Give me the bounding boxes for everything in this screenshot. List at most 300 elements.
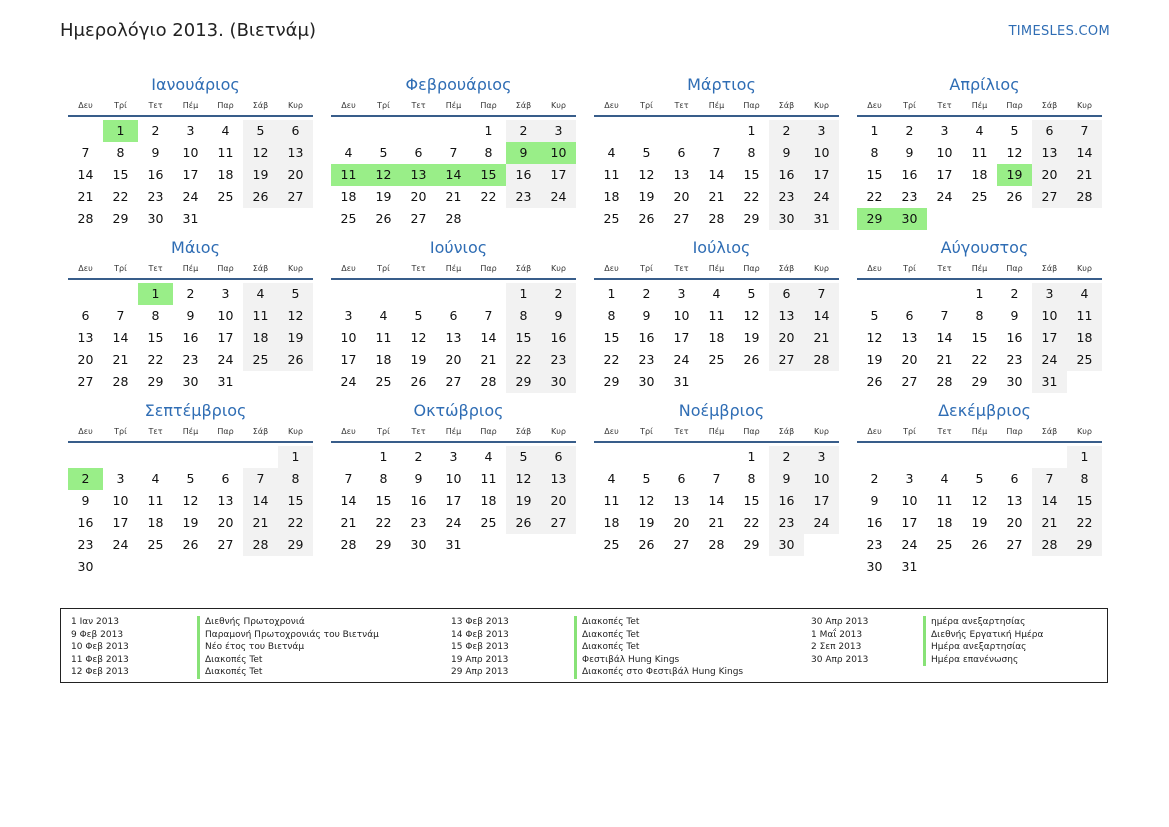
- day-cell: 17: [445, 493, 462, 508]
- day-cell: 20: [673, 189, 690, 204]
- day-cell: 9: [905, 145, 914, 160]
- day-cell: 23: [541, 349, 576, 371]
- day-cell: 24: [804, 512, 839, 534]
- day-cell: 15: [603, 330, 620, 345]
- day-cell: 15: [147, 330, 164, 345]
- day-cell: 22: [971, 352, 988, 367]
- day-cell: 14: [1032, 490, 1067, 512]
- day-cell: 6: [81, 308, 90, 323]
- day-cell: 8: [116, 145, 125, 160]
- day-cell: 30: [182, 374, 199, 389]
- holiday-date: 10 Φεβ 2013: [71, 642, 129, 652]
- day-cell: 4: [607, 145, 616, 160]
- day-cell: 10: [182, 145, 199, 160]
- holiday-day-cell: 19: [997, 164, 1032, 186]
- weekday-label: Κυρ: [551, 427, 566, 436]
- day-cell: 22: [112, 189, 129, 204]
- day-cell: 26: [278, 349, 313, 371]
- day-cell: 23: [1006, 352, 1023, 367]
- day-cell: 7: [116, 308, 125, 323]
- day-cell: 12: [243, 142, 278, 164]
- day-cell: 25: [243, 349, 278, 371]
- day-cell: 5: [870, 308, 879, 323]
- holiday-name: Διακοπές Tet: [574, 629, 743, 642]
- weekday-header: [857, 97, 1102, 117]
- empty-cell: [541, 534, 576, 556]
- day-cell: 18: [340, 189, 357, 204]
- weekday-label: Τρί: [114, 101, 127, 110]
- month-calendar: [68, 236, 313, 393]
- empty-cell: [892, 446, 927, 468]
- day-cell: 16: [1006, 330, 1023, 345]
- day-grid: [331, 443, 576, 556]
- weekday-label: Δευ: [867, 264, 882, 273]
- day-cell: 25: [603, 537, 620, 552]
- weekday-label: Σάβ: [252, 264, 269, 273]
- day-cell: 25: [480, 515, 497, 530]
- day-cell: 25: [340, 211, 357, 226]
- day-cell: 9: [151, 145, 160, 160]
- day-grid: [331, 280, 576, 393]
- day-cell: 4: [975, 123, 984, 138]
- day-cell: 20: [278, 164, 313, 186]
- holiday-name: Φεστιβάλ Hung Kings: [574, 654, 743, 667]
- day-cell: 2: [541, 283, 576, 305]
- day-cell: 1: [747, 123, 756, 138]
- day-cell: 12: [638, 167, 655, 182]
- day-cell: 7: [712, 471, 721, 486]
- weekday-label: Πέμ: [708, 101, 725, 110]
- day-cell: 12: [866, 330, 883, 345]
- day-cell: 14: [77, 167, 94, 182]
- weekday-label: Κυρ: [814, 427, 829, 436]
- empty-cell: [927, 556, 962, 578]
- day-cell: 19: [638, 189, 655, 204]
- holiday-day-cell: 30: [892, 208, 927, 230]
- day-cell: 3: [804, 120, 839, 142]
- day-cell: 19: [506, 490, 541, 512]
- holiday-date: 11 Φεβ 2013: [71, 654, 129, 665]
- weekday-label: Παρ: [1006, 101, 1023, 110]
- day-cell: 17: [1032, 327, 1067, 349]
- day-cell: 9: [186, 308, 195, 323]
- day-cell: 6: [677, 471, 686, 486]
- holiday-name: Διακοπές Tet: [197, 654, 379, 667]
- month-name: Νοέμβριος: [678, 401, 765, 420]
- empty-cell: [734, 371, 769, 393]
- day-cell: 12: [182, 493, 199, 508]
- weekday-header: [331, 97, 576, 117]
- day-cell: 18: [480, 493, 497, 508]
- day-cell: 2: [769, 120, 804, 142]
- day-cell: 22: [278, 512, 313, 534]
- holiday-day-cell: 14: [436, 164, 471, 186]
- day-cell: 8: [278, 468, 313, 490]
- holiday-date: 9 Φεβ 2013: [71, 629, 124, 640]
- day-cell: 4: [243, 283, 278, 305]
- day-cell: 16: [506, 164, 541, 186]
- day-cell: 22: [147, 352, 164, 367]
- weekday-label: Παρ: [1006, 264, 1023, 273]
- empty-cell: [68, 283, 103, 305]
- day-cell: 28: [243, 534, 278, 556]
- month-calendar: [68, 73, 313, 230]
- month-name: Μάρτιος: [687, 75, 756, 94]
- day-cell: 25: [971, 189, 988, 204]
- weekday-label: Τετ: [674, 427, 689, 436]
- day-cell: 12: [638, 493, 655, 508]
- weekday-label: Σάβ: [252, 427, 269, 436]
- day-cell: 29: [375, 537, 392, 552]
- empty-cell: [173, 556, 208, 578]
- empty-cell: [594, 446, 629, 468]
- day-cell: 1: [1067, 446, 1102, 468]
- day-cell: 12: [743, 308, 760, 323]
- day-cell: 20: [217, 515, 234, 530]
- day-cell: 22: [603, 352, 620, 367]
- weekday-label: Δευ: [604, 264, 619, 273]
- weekday-label: Παρ: [743, 101, 760, 110]
- day-cell: 21: [708, 189, 725, 204]
- weekday-label: Τρί: [903, 427, 916, 436]
- weekday-label: Τρί: [640, 427, 653, 436]
- day-cell: 14: [708, 167, 725, 182]
- holiday-date: 2 Σεπ 2013: [811, 642, 862, 652]
- day-cell: 25: [708, 352, 725, 367]
- month-name: Αύγουστος: [940, 238, 1029, 257]
- holiday-date-column: [71, 616, 129, 679]
- weekday-label: Σάβ: [515, 101, 532, 110]
- holiday-name: Διακοπές Tet: [197, 666, 379, 679]
- day-cell: 11: [971, 145, 988, 160]
- day-cell: 14: [936, 330, 953, 345]
- day-cell: 2: [769, 446, 804, 468]
- day-cell: 19: [743, 330, 760, 345]
- weekday-label: Τρί: [377, 264, 390, 273]
- day-cell: 30: [541, 371, 576, 393]
- empty-cell: [1067, 556, 1102, 578]
- empty-cell: [927, 446, 962, 468]
- day-cell: 8: [151, 308, 160, 323]
- day-grid: [331, 117, 576, 230]
- day-cell: 11: [1067, 305, 1102, 327]
- day-cell: 17: [182, 167, 199, 182]
- day-cell: 13: [77, 330, 94, 345]
- day-cell: 15: [866, 167, 883, 182]
- weekday-label: Τρί: [903, 264, 916, 273]
- day-grid: [857, 443, 1102, 578]
- holiday-date-column: [811, 616, 868, 666]
- day-cell: 13: [1006, 493, 1023, 508]
- day-cell: 3: [186, 123, 195, 138]
- day-cell: 28: [445, 211, 462, 226]
- weekday-label: Κυρ: [288, 264, 303, 273]
- day-cell: 3: [905, 471, 914, 486]
- day-cell: 28: [77, 211, 94, 226]
- day-cell: 3: [344, 308, 353, 323]
- weekday-label: Πέμ: [971, 427, 988, 436]
- month-calendar: [857, 236, 1102, 393]
- day-cell: 23: [638, 352, 655, 367]
- holiday-name: Διακοπές Tet: [574, 641, 743, 654]
- day-cell: 11: [480, 471, 497, 486]
- weekday-label: Τετ: [937, 101, 952, 110]
- weekday-label: Σάβ: [1041, 264, 1058, 273]
- day-cell: 13: [541, 468, 576, 490]
- weekday-label: Πέμ: [971, 264, 988, 273]
- day-cell: 15: [971, 330, 988, 345]
- empty-cell: [857, 283, 892, 305]
- weekday-label: Δευ: [867, 101, 882, 110]
- day-cell: 26: [866, 374, 883, 389]
- day-cell: 5: [975, 471, 984, 486]
- month-calendar: [857, 73, 1102, 230]
- day-cell: 27: [445, 374, 462, 389]
- day-cell: 28: [480, 374, 497, 389]
- day-cell: 30: [1006, 374, 1023, 389]
- day-cell: 9: [769, 142, 804, 164]
- day-cell: 7: [1032, 468, 1067, 490]
- day-cell: 21: [804, 327, 839, 349]
- holiday-day-cell: 9: [506, 142, 541, 164]
- weekday-label: Δευ: [867, 427, 882, 436]
- month-name: Δεκέμβριος: [938, 401, 1031, 420]
- empty-cell: [103, 556, 138, 578]
- day-cell: 14: [243, 490, 278, 512]
- weekday-header: [594, 423, 839, 443]
- weekday-label: Παρ: [1006, 427, 1023, 436]
- day-cell: 27: [673, 537, 690, 552]
- holiday-name-column: [574, 616, 743, 679]
- weekday-label: Πέμ: [182, 264, 199, 273]
- day-cell: 16: [638, 330, 655, 345]
- day-cell: 21: [112, 352, 129, 367]
- day-cell: 5: [186, 471, 195, 486]
- day-cell: 29: [147, 374, 164, 389]
- day-cell: 15: [112, 167, 129, 182]
- day-cell: 7: [940, 308, 949, 323]
- weekday-label: Τετ: [411, 264, 426, 273]
- day-cell: 9: [81, 493, 90, 508]
- day-cell: 2: [642, 286, 651, 301]
- weekday-header: [331, 260, 576, 280]
- day-cell: 6: [541, 446, 576, 468]
- empty-cell: [366, 120, 401, 142]
- day-cell: 5: [747, 286, 756, 301]
- day-cell: 16: [410, 493, 427, 508]
- day-cell: 28: [708, 537, 725, 552]
- day-cell: 1: [278, 446, 313, 468]
- day-cell: 29: [971, 374, 988, 389]
- empty-cell: [471, 534, 506, 556]
- day-cell: 23: [866, 537, 883, 552]
- day-cell: 30: [769, 208, 804, 230]
- day-cell: 25: [936, 537, 953, 552]
- day-cell: 14: [1067, 142, 1102, 164]
- day-cell: 18: [217, 167, 234, 182]
- month-name: Οκτώβριος: [413, 401, 504, 420]
- day-cell: 4: [607, 471, 616, 486]
- day-cell: 14: [112, 330, 129, 345]
- holiday-day-cell: 11: [331, 164, 366, 186]
- day-cell: 18: [708, 330, 725, 345]
- day-cell: 8: [607, 308, 616, 323]
- day-cell: 17: [901, 515, 918, 530]
- day-cell: 20: [769, 327, 804, 349]
- empty-cell: [278, 208, 313, 230]
- holiday-name: Διακοπές Tet: [574, 616, 743, 629]
- day-cell: 2: [151, 123, 160, 138]
- weekday-label: Τρί: [114, 264, 127, 273]
- weekday-label: Δευ: [604, 427, 619, 436]
- day-cell: 6: [905, 308, 914, 323]
- holiday-date: 15 Φεβ 2013: [451, 642, 509, 652]
- weekday-label: Τετ: [937, 427, 952, 436]
- holiday-name-column: [197, 616, 379, 679]
- weekday-header: [857, 260, 1102, 280]
- day-cell: 6: [221, 471, 230, 486]
- day-cell: 12: [278, 305, 313, 327]
- day-cell: 11: [936, 493, 953, 508]
- day-cell: 26: [243, 186, 278, 208]
- day-cell: 13: [445, 330, 462, 345]
- day-cell: 27: [217, 537, 234, 552]
- empty-cell: [208, 556, 243, 578]
- holiday-day-cell: 2: [68, 468, 103, 490]
- day-grid: [68, 280, 313, 393]
- weekday-label: Τετ: [674, 101, 689, 110]
- day-cell: 22: [375, 515, 392, 530]
- holiday-day-cell: 13: [401, 164, 436, 186]
- day-cell: 19: [182, 515, 199, 530]
- day-grid: [857, 280, 1102, 393]
- day-cell: 8: [747, 471, 756, 486]
- day-cell: 16: [769, 164, 804, 186]
- day-cell: 24: [901, 537, 918, 552]
- holiday-day-cell: 1: [138, 283, 173, 305]
- weekday-label: Κυρ: [288, 101, 303, 110]
- holiday-name: Διακοπές στο Φεστιβάλ Hung Kings: [574, 666, 743, 679]
- day-cell: 12: [410, 330, 427, 345]
- day-cell: 14: [340, 493, 357, 508]
- weekday-header: [331, 423, 576, 443]
- day-cell: 21: [936, 352, 953, 367]
- day-cell: 10: [673, 308, 690, 323]
- day-cell: 19: [243, 164, 278, 186]
- day-cell: 8: [484, 145, 493, 160]
- weekday-label: Κυρ: [1077, 427, 1092, 436]
- month-calendar: [331, 73, 576, 230]
- empty-cell: [506, 208, 541, 230]
- weekday-label: Πέμ: [445, 264, 462, 273]
- day-cell: 16: [147, 167, 164, 182]
- day-cell: 13: [901, 330, 918, 345]
- weekday-label: Πέμ: [445, 101, 462, 110]
- day-cell: 30: [410, 537, 427, 552]
- day-cell: 14: [480, 330, 497, 345]
- day-cell: 18: [1067, 327, 1102, 349]
- day-cell: 17: [541, 164, 576, 186]
- day-cell: 18: [243, 327, 278, 349]
- day-cell: 6: [677, 145, 686, 160]
- day-cell: 9: [870, 493, 879, 508]
- day-cell: 25: [1067, 349, 1102, 371]
- day-cell: 19: [971, 515, 988, 530]
- weekday-label: Παρ: [217, 101, 234, 110]
- day-cell: 19: [638, 515, 655, 530]
- holiday-name: Παραμονή Πρωτοχρονιάς του Βιετνάμ: [197, 629, 379, 642]
- day-cell: 17: [673, 330, 690, 345]
- day-cell: 21: [1067, 164, 1102, 186]
- day-cell: 30: [769, 534, 804, 556]
- day-cell: 17: [340, 352, 357, 367]
- weekday-label: Τετ: [674, 264, 689, 273]
- day-cell: 15: [743, 493, 760, 508]
- weekday-label: Δευ: [341, 101, 356, 110]
- weekday-label: Σάβ: [252, 101, 269, 110]
- day-cell: 19: [866, 352, 883, 367]
- empty-cell: [401, 283, 436, 305]
- empty-cell: [1032, 446, 1067, 468]
- day-cell: 28: [804, 349, 839, 371]
- day-cell: 6: [769, 283, 804, 305]
- weekday-label: Παρ: [480, 101, 497, 110]
- day-cell: 4: [484, 449, 493, 464]
- site-link[interactable]: TIMESLES.COM: [1008, 24, 1110, 39]
- day-cell: 7: [712, 145, 721, 160]
- empty-cell: [331, 120, 366, 142]
- empty-cell: [471, 283, 506, 305]
- day-cell: 5: [642, 145, 651, 160]
- month-name: Σεπτέμβριος: [144, 401, 247, 420]
- day-cell: 19: [410, 352, 427, 367]
- empty-cell: [243, 208, 278, 230]
- day-cell: 25: [147, 537, 164, 552]
- empty-cell: [699, 371, 734, 393]
- day-cell: 27: [541, 512, 576, 534]
- weekday-label: Τετ: [148, 101, 163, 110]
- day-cell: 20: [673, 515, 690, 530]
- day-cell: 11: [375, 330, 392, 345]
- month-calendar: [857, 399, 1102, 578]
- day-cell: 19: [375, 189, 392, 204]
- empty-cell: [804, 371, 839, 393]
- day-cell: 27: [278, 186, 313, 208]
- day-cell: 11: [243, 305, 278, 327]
- empty-cell: [997, 208, 1032, 230]
- day-grid: [857, 117, 1102, 230]
- day-cell: 21: [340, 515, 357, 530]
- day-cell: 17: [112, 515, 129, 530]
- day-cell: 10: [445, 471, 462, 486]
- day-cell: 21: [708, 515, 725, 530]
- day-cell: 21: [480, 352, 497, 367]
- holiday-date: 30 Απρ 2013: [811, 654, 869, 665]
- day-cell: 7: [449, 145, 458, 160]
- day-cell: 29: [112, 211, 129, 226]
- holiday-name: ημέρα ανεξαρτησίας: [923, 616, 1043, 629]
- holiday-date: 1 Ιαν 2013: [71, 617, 119, 627]
- weekday-label: Πέμ: [708, 427, 725, 436]
- day-cell: 26: [638, 537, 655, 552]
- day-cell: 27: [1032, 186, 1067, 208]
- day-cell: 24: [673, 352, 690, 367]
- day-cell: 9: [769, 468, 804, 490]
- day-cell: 21: [243, 512, 278, 534]
- weekday-label: Πέμ: [971, 101, 988, 110]
- empty-cell: [278, 556, 313, 578]
- weekday-label: Δευ: [78, 264, 93, 273]
